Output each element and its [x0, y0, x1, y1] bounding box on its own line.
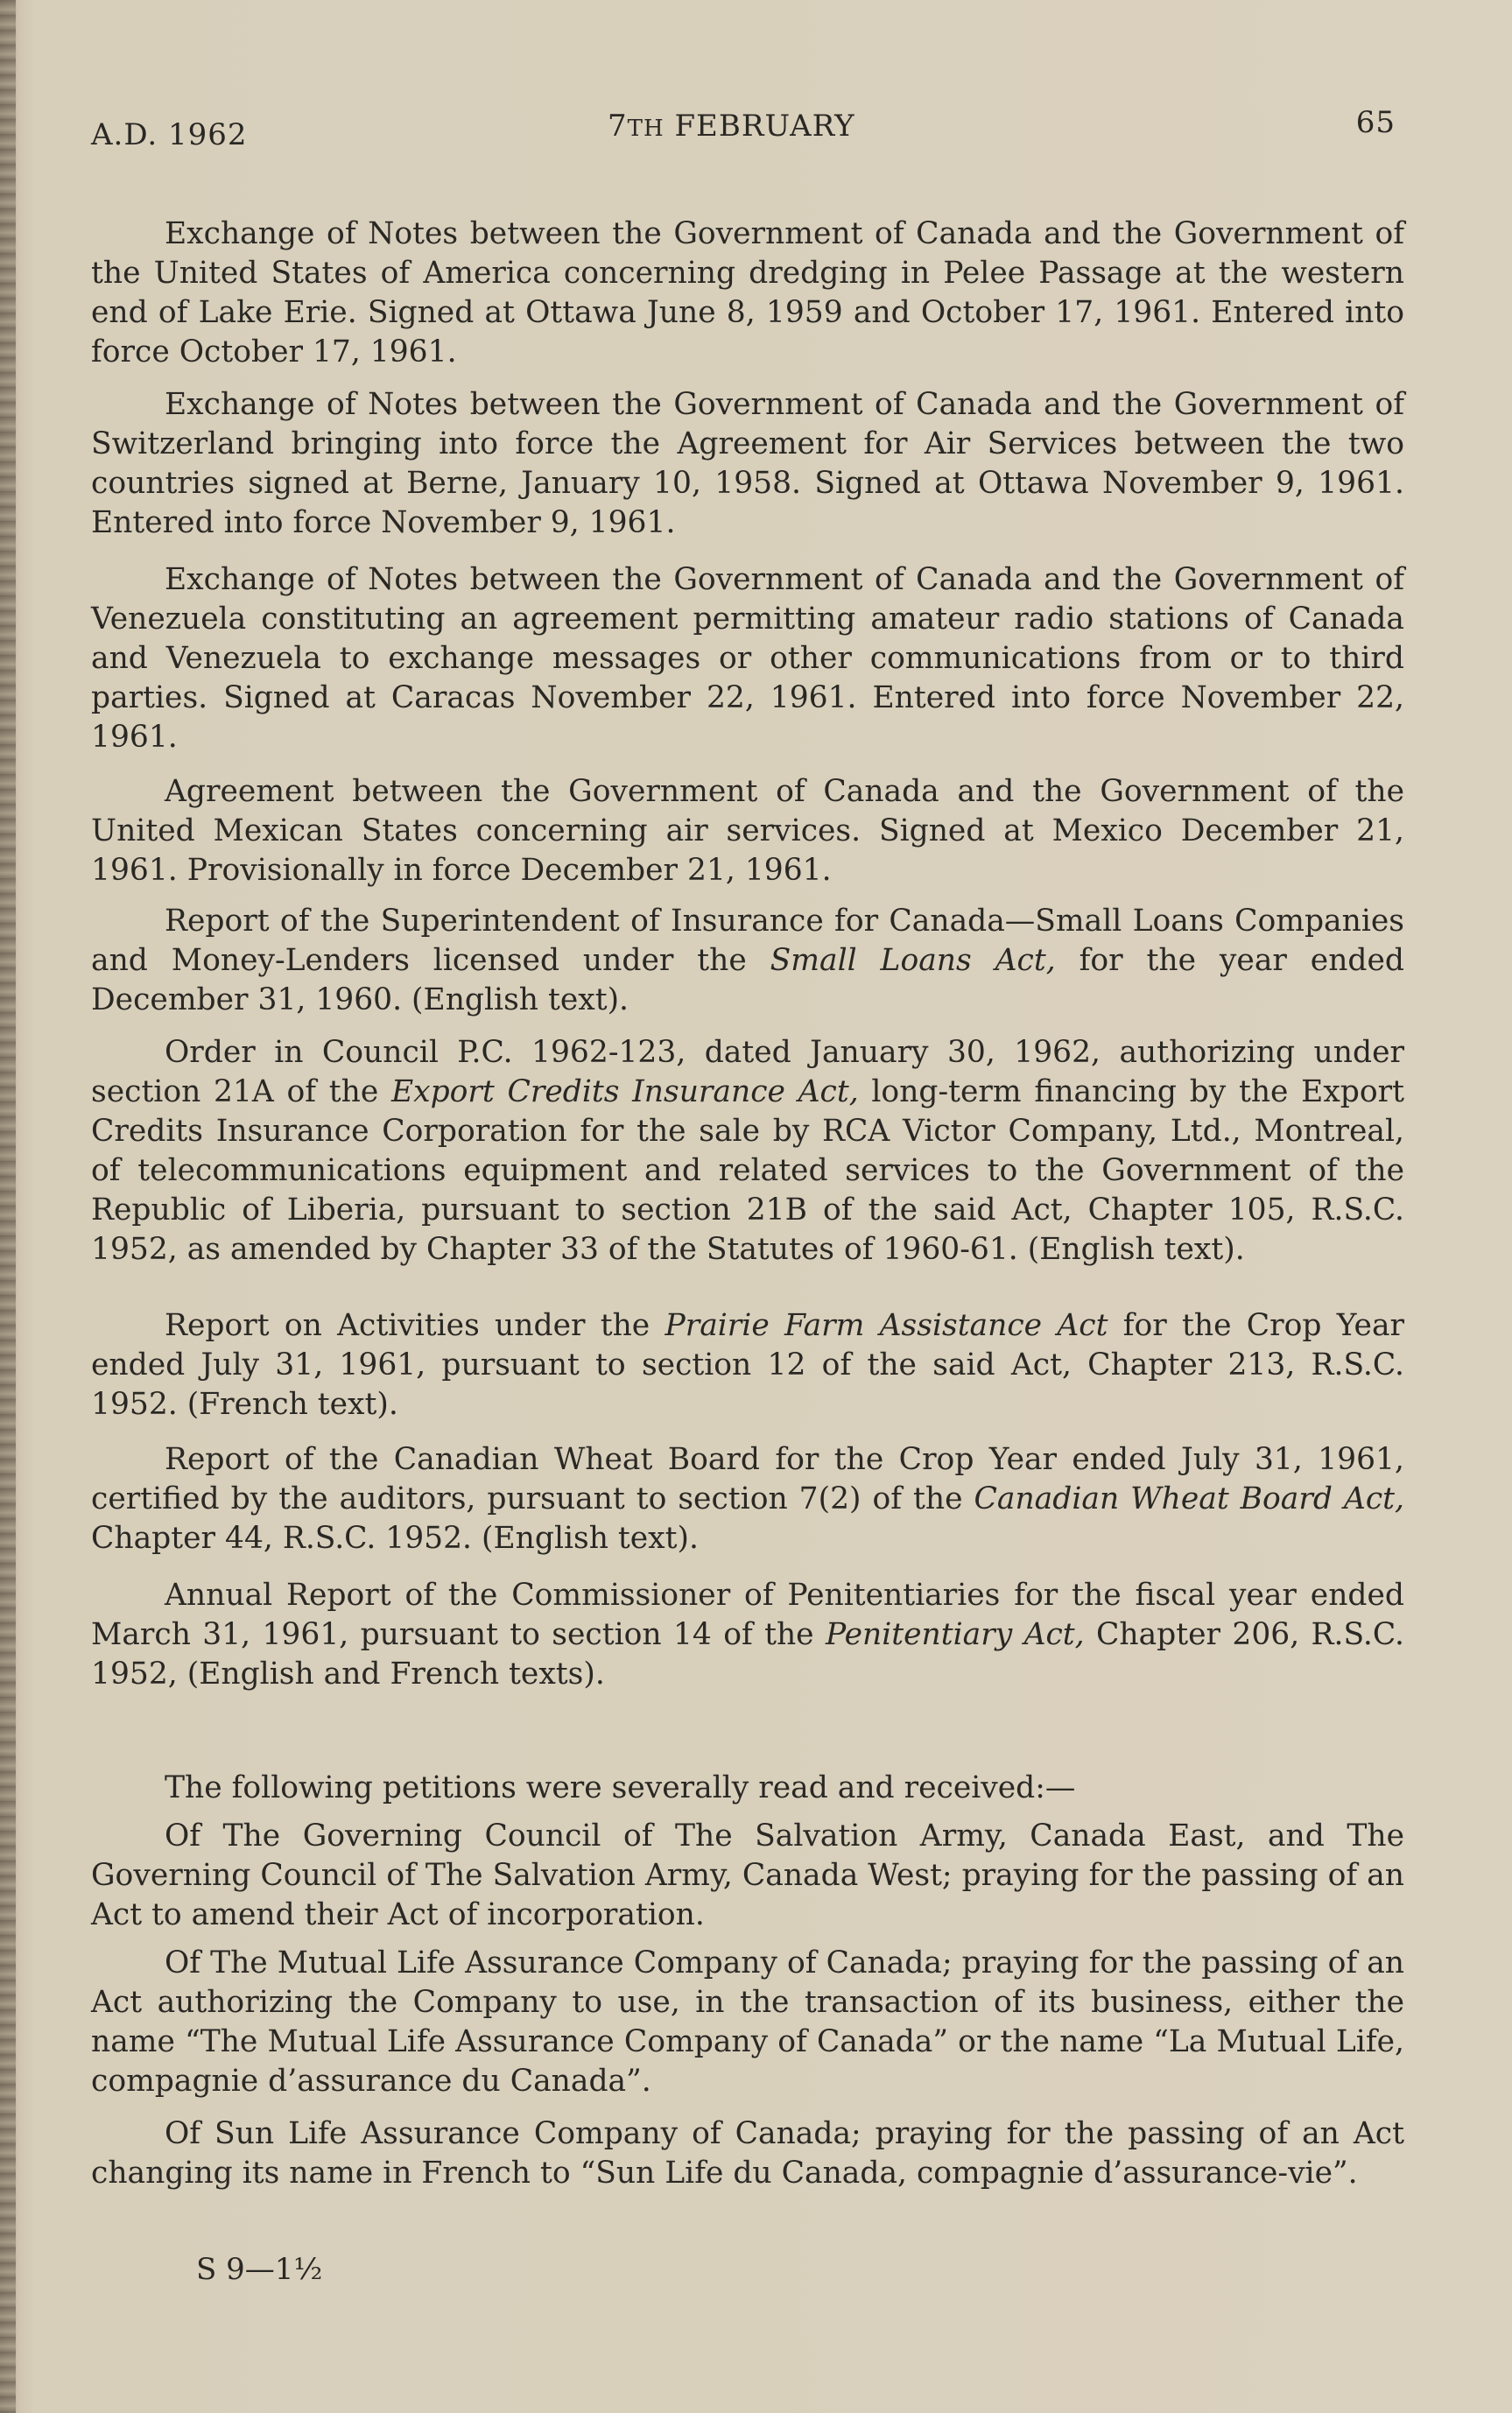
running-head — [91, 105, 1396, 158]
petition-salvation-army: Of The Governing Council of The Salvation Army, Canada East, and The Governing Council of The Salvation Army, Canada West; praying for the passing of an Act to amend their Act of incorporation. — [91, 1819, 1404, 1932]
paragraph-penitentiaries: Annual Report of the Commissioner of Penitentiaries for the fiscal year ended March 31, 1961, pursuant to section 14 of the Penitentiary Act, Chapter 206, R.S.C. 1952, (English and French texts). — [91, 1578, 1404, 1692]
paragraph-export-credits: Order in Council P.C. 1962-123, dated January 30, 1962, authorizing under section 21A of the Export Credits Insurance Act, long-term financing by the Export Credits Insurance Corporation for the sale by RCA Victor Company, Ltd., Montreal, of telecommunications equipment and related services to the Government of the Republic of Liberia, pursuant to section 21B of the said Act, Chapter 105, R.S.C. 1952, as amended by Chapter 33 of the Statutes of 1960-61. (English text). — [91, 1035, 1404, 1267]
paragraph-venezuela-radio: Exchange of Notes between the Government of Canada and the Government of Venezuela constituting an agreement permitting amateur radio stations of Canada and Venezuela to exchange messages or other communications from or to third parties. Signed at Caracas November 22, 1961. Entered into force November 22, 1961. — [91, 562, 1404, 755]
paragraph-mexico-air: Agreement between the Government of Canada and the Government of the United Mexican States concerning air services. Signed at Mexico December 21, 1961. Provisionally in force December 21, 1961. — [91, 774, 1404, 888]
paragraph-prairie-farm: Report on Activities under the Prairie Farm Assistance Act for the Crop Year ended July 31, 1961, pursuant to section 12 of the said Act, Chapter 213, R.S.C. 1952. (French text). — [91, 1308, 1405, 1422]
paragraph-small-loans: Report of the Superintendent of Insurance for Canada—Small Loans Companies and Money-Lenders licensed under the Small Loans Act, for the year ended December 31, 1960. (English text). — [91, 904, 1404, 1017]
petition-sun-life: Of Sun Life Assurance Company of Canada; praying for the passing of an Act changing its name in French to “Sun Life du Canada, compagnie d’assurance-vie”. — [91, 2116, 1404, 2191]
running-head-year: A.D. 1962 — [91, 117, 248, 152]
signature-mark: S 9—1½ — [196, 2252, 323, 2287]
paragraph-wheat-board: Report of the Canadian Wheat Board for the Crop Year ended July 31, 1961, certified by the auditors, pursuant to section 7(2) of the Canadian Wheat Board Act, Chapter 44, R.S.C. 1952. (English text). — [91, 1442, 1404, 1556]
running-head-date: 7TH FEBRUARY — [608, 109, 855, 144]
page-number: 65 — [1355, 105, 1396, 140]
petition-mutual-life: Of The Mutual Life Assurance Company of Canada; praying for the passing of an Act authorizing the Company to use, in the transaction of its business, either the name “The Mutual Life Assurance Company of Canada” or the name “La Mutual Life, compagnie d’assurance du Canada”. — [91, 1945, 1404, 2099]
paragraph-us-dredging: Exchange of Notes between the Government of Canada and the Government of the United States of America concerning dredging in Pelee Passage at the western end of Lake Erie. Signed at Ottawa June 8, 1959 and October 17, 1961. Entered into force October 17, 1961. — [91, 216, 1404, 369]
petitions-intro: The following petitions were severally read and received:— — [165, 1770, 1076, 1805]
book-spine-shadow — [0, 0, 16, 2413]
paragraph-switzerland-air: Exchange of Notes between the Government of Canada and the Government of Switzerland bringing into force the Agreement for Air Services between the two countries signed at Berne, January 10, 1958. Signed at Ottawa November 9, 1961. Entered into force November 9, 1961. — [91, 387, 1404, 540]
